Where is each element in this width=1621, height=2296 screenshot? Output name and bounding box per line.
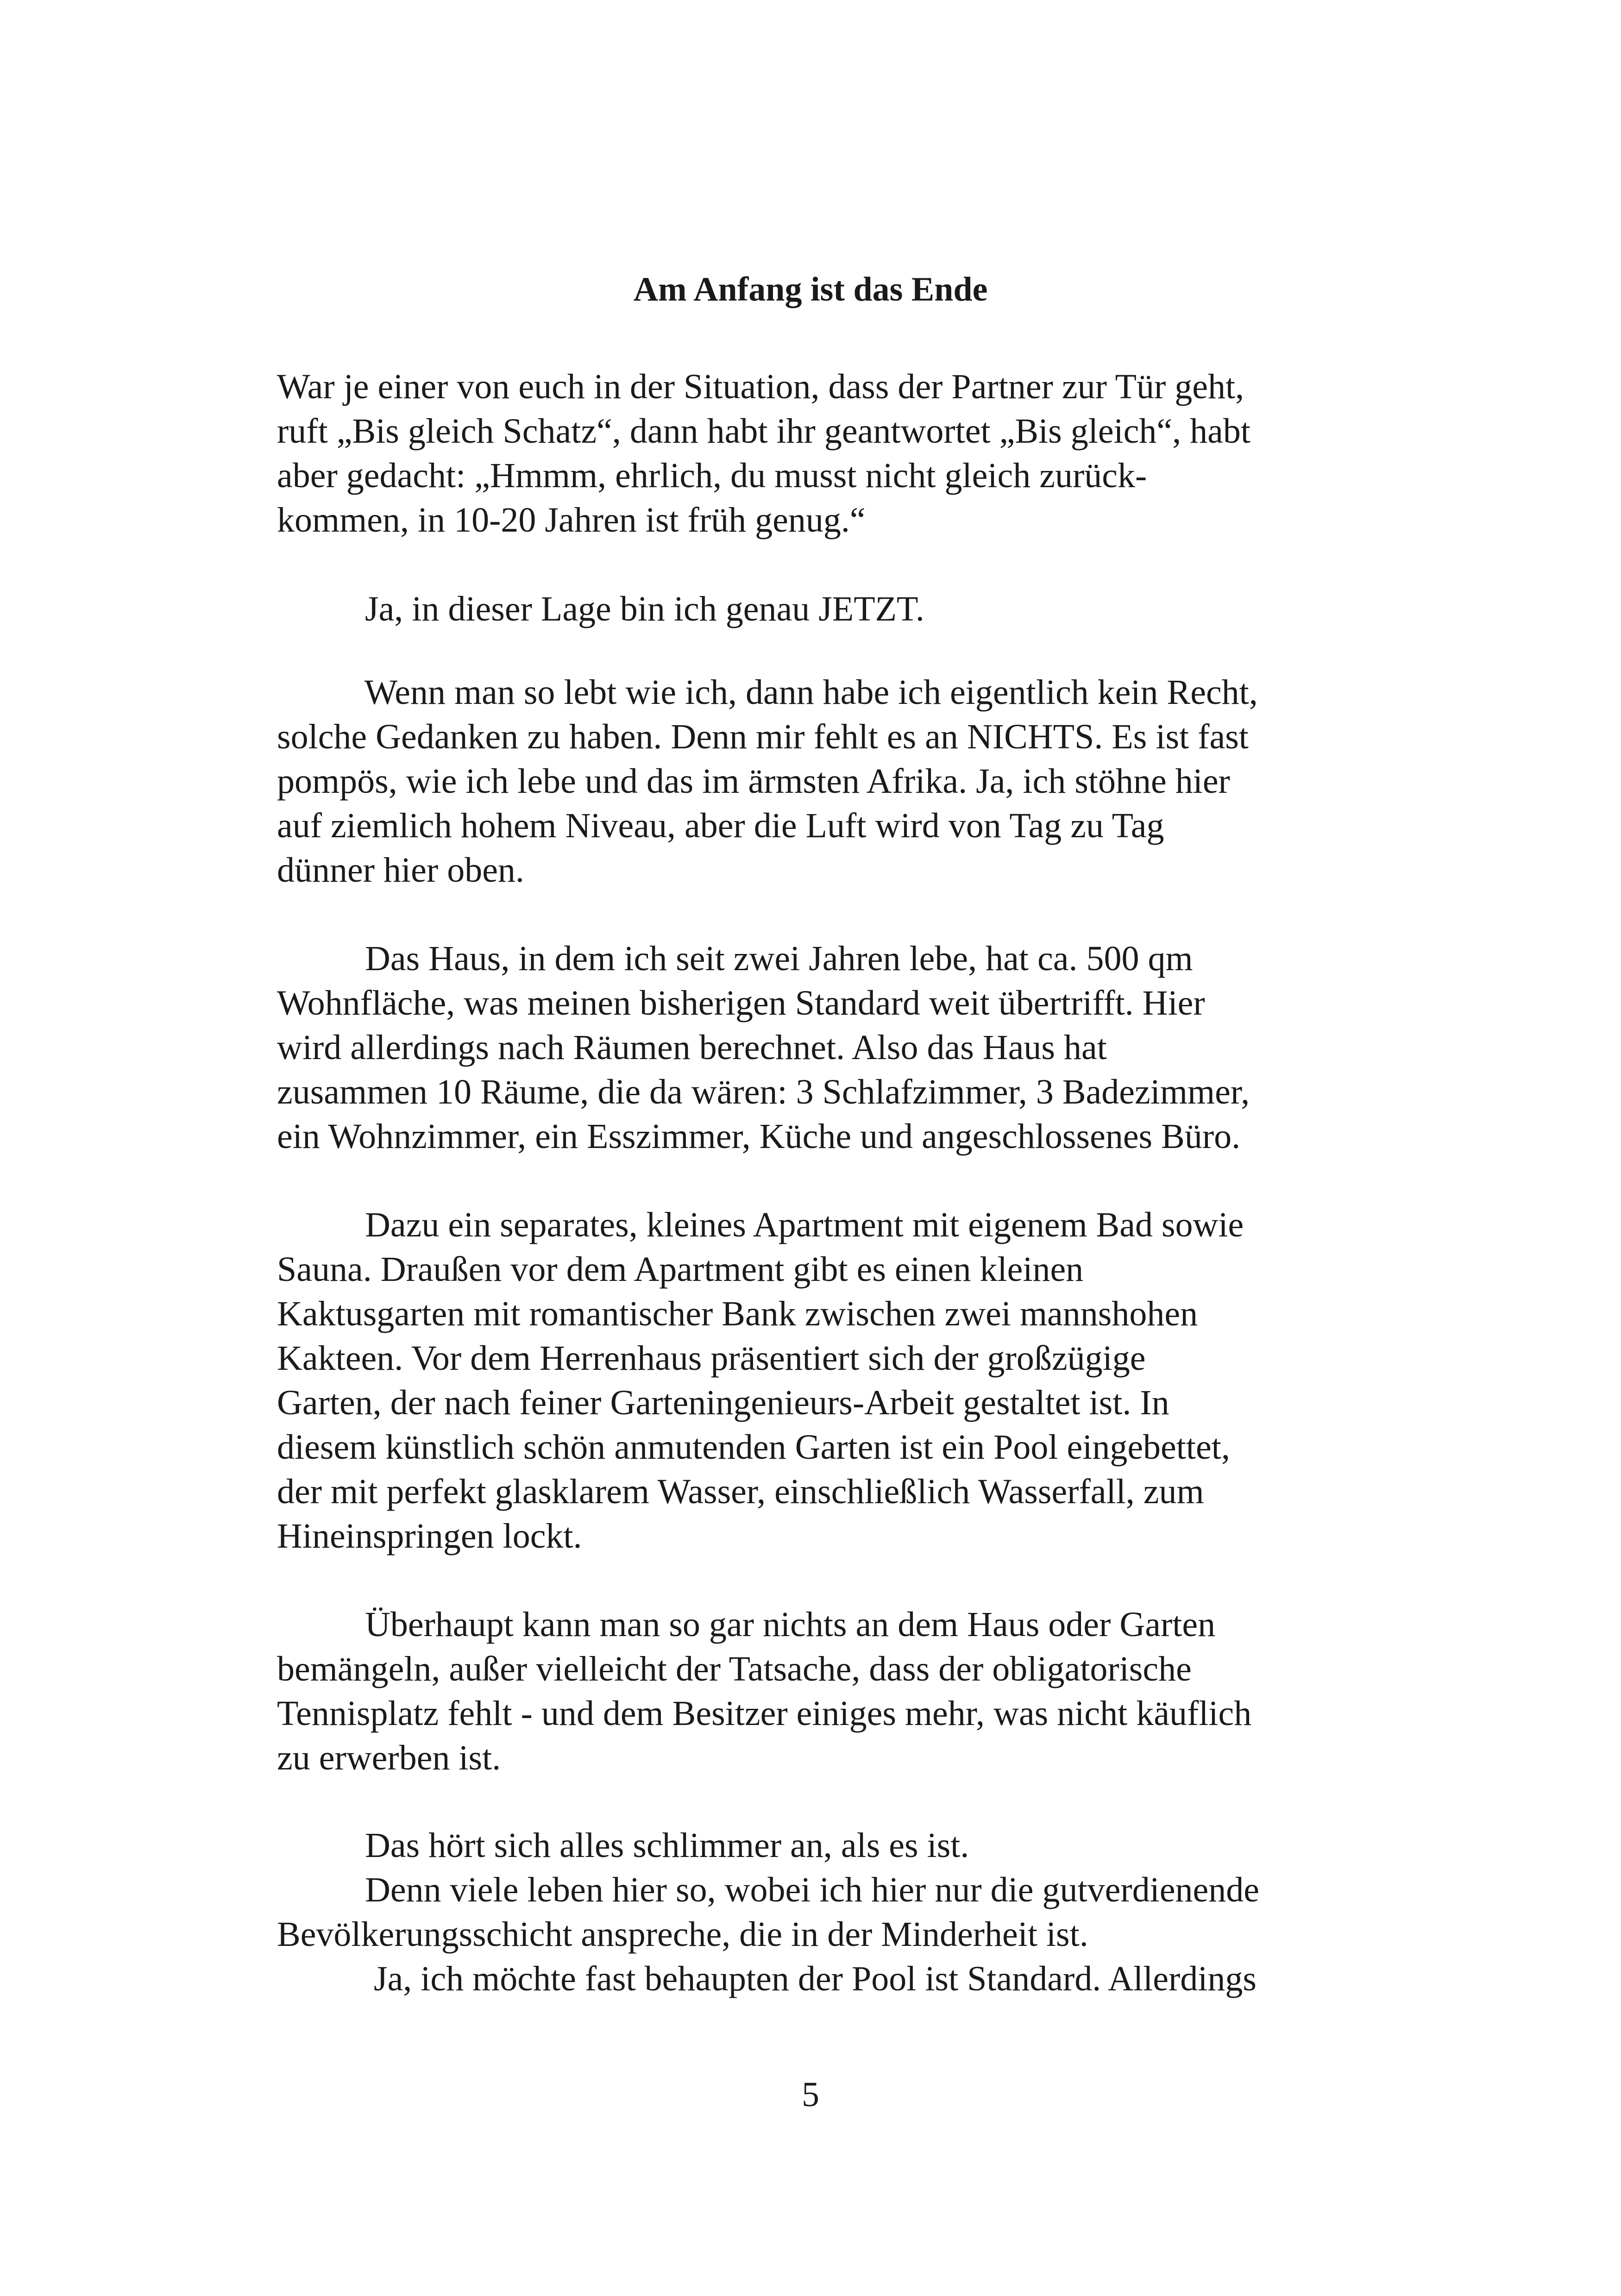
paragraph-7: Das hört sich alles schlimmer an, als es ist. Denn viele leben hier so, wobei ich hier nur die gutverdienende Bevölkerungsschicht anspreche, die in der Minderheit ist. Ja, ich möchte fast behaupten der Pool ist Standard. Allerdings bbox=[277, 1826, 1259, 1998]
chapter-title: Am Anfang ist das Ende bbox=[633, 270, 988, 308]
paragraph-2: Ja, in dieser Lage bin ich genau JETZT. bbox=[277, 590, 924, 628]
paragraph-5: Dazu ein separates, kleines Apartment mit eigenem Bad sowie Sauna. Draußen vor dem Apartment gibt es einen kleinen Kaktusgarten mit romantischer Bank zwischen zwei mannshohen Kakteen. Vor dem Herrenhaus präsentiert sich der großzügige Garten, der nach feiner Garteningenieurs-Arbeit gestaltet ist. In diesem künstlich schön anmutenden Garten ist ein Pool eingebettet, der mit perfekt glasklarem Wasser, einschließlich Wasserfall, zum Hineinspringen lockt. bbox=[277, 1205, 1244, 1556]
paragraph-1: War je einer von euch in der Situation, dass der Partner zur Tür geht, ruft „Bis gleich Schatz“, dann habt ihr geantwortet „Bis gleich“, habt aber gedacht: „Hmmm, ehrlich, du musst nicht gleich zurück- kommen, in 10-20 Jahren ist früh genug.“ bbox=[277, 367, 1250, 539]
page-number: 5 bbox=[802, 2075, 819, 2114]
paragraph-3: Wenn man so lebt wie ich, dann habe ich eigentlich kein Recht, solche Gedanken zu haben. Denn mir fehlt es an NICHTS. Es ist fast pompös, wie ich lebe und das im ärmsten Afrika. Ja, ich stöhne hier auf ziemlich hohem Niveau, aber die Luft wird von Tag zu Tag dünner hier oben. bbox=[277, 673, 1258, 890]
paragraph-4: Das Haus, in dem ich seit zwei Jahren lebe, hat ca. 500 qm Wohnfläche, was meinen bisherigen Standard weit übertrifft. Hier wird allerdings nach Räumen berechnet. Also das Haus hat zusammen 10 Räume, die da wären: 3 Schlafzimmer, 3 Badezimmer, ein Wohnzimmer, ein Esszimmer, Küche und angeschlossenes Büro. bbox=[277, 939, 1250, 1156]
paragraph-6: Überhaupt kann man so gar nichts an dem Haus oder Garten bemängeln, außer vielleicht der Tatsache, dass der obligatorische Tennisplatz fehlt - und dem Besitzer einiges mehr, was nicht käuflich zu erwerben ist. bbox=[277, 1605, 1252, 1777]
